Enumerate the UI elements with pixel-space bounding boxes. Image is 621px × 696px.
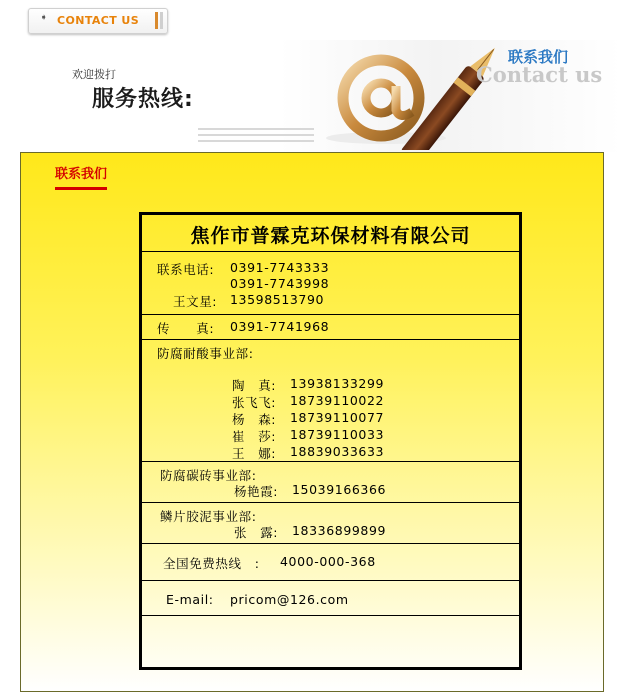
banner-hotline-title: 服务热线: bbox=[92, 87, 194, 112]
carbon-dept-row bbox=[142, 462, 519, 503]
contact-name: 张飞飞: bbox=[232, 395, 277, 410]
contact-phone: 18839033633 bbox=[290, 444, 385, 459]
banner-decoration bbox=[198, 128, 314, 146]
contact-panel bbox=[20, 152, 604, 692]
email-row bbox=[142, 581, 519, 616]
contact-name: 王 娜: bbox=[232, 446, 277, 461]
hotline-banner bbox=[0, 40, 621, 152]
contact-name: 陶 真: bbox=[232, 378, 277, 393]
dept-label: 防腐碳砖事业部: bbox=[160, 468, 257, 483]
fax-number: 0391-7741968 bbox=[230, 319, 330, 334]
company-name: 焦作市普霖克环保材料有限公司 bbox=[190, 225, 471, 247]
hotline-label: 全国免费热线 : bbox=[163, 556, 260, 571]
phone-number: 0391-7743333 bbox=[230, 260, 330, 275]
contact-us-tab-label: CONTACT US bbox=[57, 14, 140, 27]
contact-phone: 18739110022 bbox=[290, 393, 385, 408]
company-row bbox=[142, 215, 519, 252]
contact-name: 杨艳霞: bbox=[234, 484, 279, 499]
contact-phone: 13598513790 bbox=[230, 292, 325, 307]
contact-name: 王文星: bbox=[173, 294, 218, 309]
phone-row bbox=[142, 252, 519, 315]
fax-label: 传 真: bbox=[157, 321, 215, 336]
arrow-icon: ➧ bbox=[40, 13, 48, 23]
contact-phone: 15039166366 bbox=[292, 482, 387, 497]
banner-contact-en: Contact us bbox=[476, 62, 603, 87]
section-title: 联系我们 bbox=[55, 163, 107, 190]
flake-dept-row bbox=[142, 503, 519, 544]
dept-label: 鳞片胶泥事业部: bbox=[160, 509, 257, 524]
tab-decoration bbox=[155, 12, 158, 29]
email-address[interactable]: pricom@126.com bbox=[230, 592, 349, 607]
contact-phone: 18739110077 bbox=[290, 410, 385, 425]
contact-phone: 18739110033 bbox=[290, 427, 385, 442]
hotline-row bbox=[142, 544, 519, 581]
phone-number: 0391-7743998 bbox=[230, 276, 330, 291]
email-label: E-mail: bbox=[166, 592, 214, 607]
tab-decoration bbox=[160, 12, 163, 29]
phone-label: 联系电话: bbox=[157, 262, 215, 277]
banner-contact-cn: 联系我们 bbox=[508, 48, 569, 66]
hotline-number: 4000-000-368 bbox=[280, 554, 376, 569]
contact-name: 张 露: bbox=[234, 525, 279, 540]
fax-row bbox=[142, 315, 519, 340]
contact-name: 崔 莎: bbox=[232, 429, 277, 444]
contact-info-table bbox=[139, 212, 522, 670]
contact-phone: 13938133299 bbox=[290, 376, 385, 391]
contact-name: 杨 森: bbox=[232, 412, 277, 427]
banner-welcome: 欢迎拨打 bbox=[72, 68, 116, 81]
contact-phone: 18336899899 bbox=[292, 523, 387, 538]
contact-us-tab[interactable] bbox=[28, 8, 168, 34]
acid-dept-row bbox=[142, 340, 519, 462]
dept-label: 防腐耐酸事业部: bbox=[157, 346, 254, 361]
